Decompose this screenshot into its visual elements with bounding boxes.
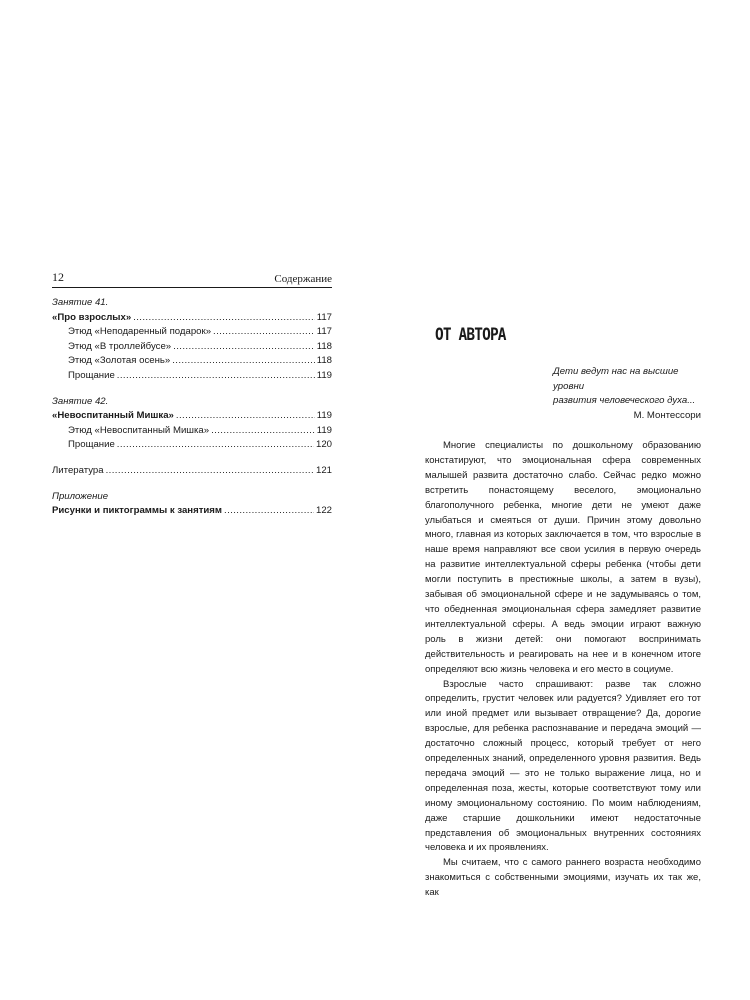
toc-group-heading: Приложение xyxy=(52,490,109,502)
chapter-heading: ОТ АВТОРА xyxy=(435,325,506,345)
toc-leader-dots xyxy=(213,325,315,340)
toc-group-heading: Занятие 42. xyxy=(52,395,109,407)
toc-entry-label: Этюд «Невоспитанный Мишка» xyxy=(68,424,210,436)
toc-entry xyxy=(52,369,332,384)
running-title: Содержание xyxy=(274,273,332,285)
left-page xyxy=(52,270,332,530)
toc-entry xyxy=(52,424,332,439)
toc-entry xyxy=(52,311,332,326)
page-number: 12 xyxy=(52,270,64,284)
toc-leader-dots xyxy=(106,464,314,479)
body-text xyxy=(425,439,701,901)
toc-entry-label: Рисунки и пиктограммы к занятиям xyxy=(52,505,222,517)
toc-entry-label: Прощание xyxy=(68,439,115,451)
toc-entry xyxy=(52,409,332,424)
epigraph-quote-line: Дети ведут нас на высшие уровни xyxy=(553,366,679,392)
toc-entry-page: 117 xyxy=(316,326,332,338)
toc-entry-page: 119 xyxy=(316,369,332,381)
toc-leader-dots xyxy=(133,311,315,326)
toc-entry-page: 119 xyxy=(316,410,332,422)
toc-entry-page: 119 xyxy=(316,424,332,436)
toc-entry xyxy=(52,438,332,453)
toc-leader-dots xyxy=(117,369,315,384)
toc-entry-page: 120 xyxy=(315,439,332,451)
paragraph: Мы считаем, что с самого раннего возраста необходимо знакомиться с собственными эмоциями, изучать их так же, как xyxy=(425,857,701,899)
toc-leader-dots xyxy=(176,409,315,424)
table-of-contents xyxy=(52,296,332,519)
toc-group xyxy=(52,296,332,384)
toc-entry-page: 122 xyxy=(315,505,332,517)
toc-leader-dots xyxy=(224,504,314,519)
toc-leader-dots xyxy=(117,438,314,453)
toc-entry-label: «Невоспитанный Мишка» xyxy=(52,410,174,422)
toc-group xyxy=(52,464,332,479)
toc-entry-label: Этюд «Золотая осень» xyxy=(68,355,171,367)
paragraph: Многие специалисты по дошкольному образованию констатируют, что эмоциональная сфера современных малышей развита достаточно слабо. Сейчас редко можно встретить понастоящему веселого, эмоционально благополучного ребенка, многие дети не умеют даже улыбаться и смеяться от души. Причин этому довольно много, главная из которых заключается в том, что взрослые в наше время направляют все свои усилия в первую очередь на развитие интеллектуальной сферы ребенка (чтобы дети могли поступить в престижные школы, а затем в вузы), забывая об эмоциональной сфере и не задумываясь о том, что обедненная эмоциональная сфера замедляет развитие интеллектуальной сферы. А ведь эмоции играют важную роль в жизни детей: они помогают воспринимать действительность и реагировать на нее и в конечном итоге определяют всю жизнь человека и его место в социуме. xyxy=(425,440,701,675)
running-head xyxy=(52,270,332,288)
toc-entry-label: Прощание xyxy=(68,369,115,381)
toc-entry-page: 118 xyxy=(316,355,332,367)
toc-entry xyxy=(52,325,332,340)
toc-leader-dots xyxy=(173,340,315,355)
toc-entry-label: «Про взрослых» xyxy=(52,311,132,323)
toc-entry-page: 118 xyxy=(316,340,332,352)
toc-entry-label: Этюд «Неподаренный подарок» xyxy=(68,326,212,338)
toc-group xyxy=(52,490,332,519)
paragraph: Взрослые часто спрашивают: разве так сложно определить, грустит человек или радуется? Удивляет его тот или иной предмет или вызывает отвращение? Да, дорогие взрослые, для ребенка распознавание и передача эмоций — достаточно сложный процесс, который требует от него определенных знаний, определенного уровня развития. Ведь передача эмоций — это не только выражение лица, но и определенная поза, жесты, которые соответствуют тому или иному эмоциональному состоянию. По моим наблюдениям, даже старшие дошкольники имеют недостаточные представления об эмоциональных внутренних состояниях человека и их проявлениях. xyxy=(425,678,701,854)
toc-entry xyxy=(52,504,332,519)
toc-entry-label: Этюд «В троллейбусе» xyxy=(68,340,172,352)
toc-entry-label: Литература xyxy=(52,464,104,476)
epigraph xyxy=(553,365,701,423)
toc-entry-page: 117 xyxy=(316,311,332,323)
toc-leader-dots xyxy=(172,354,314,369)
epigraph-author: М. Монтессори xyxy=(633,409,701,421)
right-page xyxy=(425,325,701,901)
toc-entry xyxy=(52,354,332,369)
epigraph-quote-line: развития человеческого духа... xyxy=(553,395,696,406)
toc-leader-dots xyxy=(211,424,315,439)
toc-group xyxy=(52,395,332,453)
toc-entry-page: 121 xyxy=(315,464,332,476)
toc-entry xyxy=(52,340,332,355)
toc-entry xyxy=(52,464,332,479)
toc-group-heading: Занятие 41. xyxy=(52,297,109,308)
